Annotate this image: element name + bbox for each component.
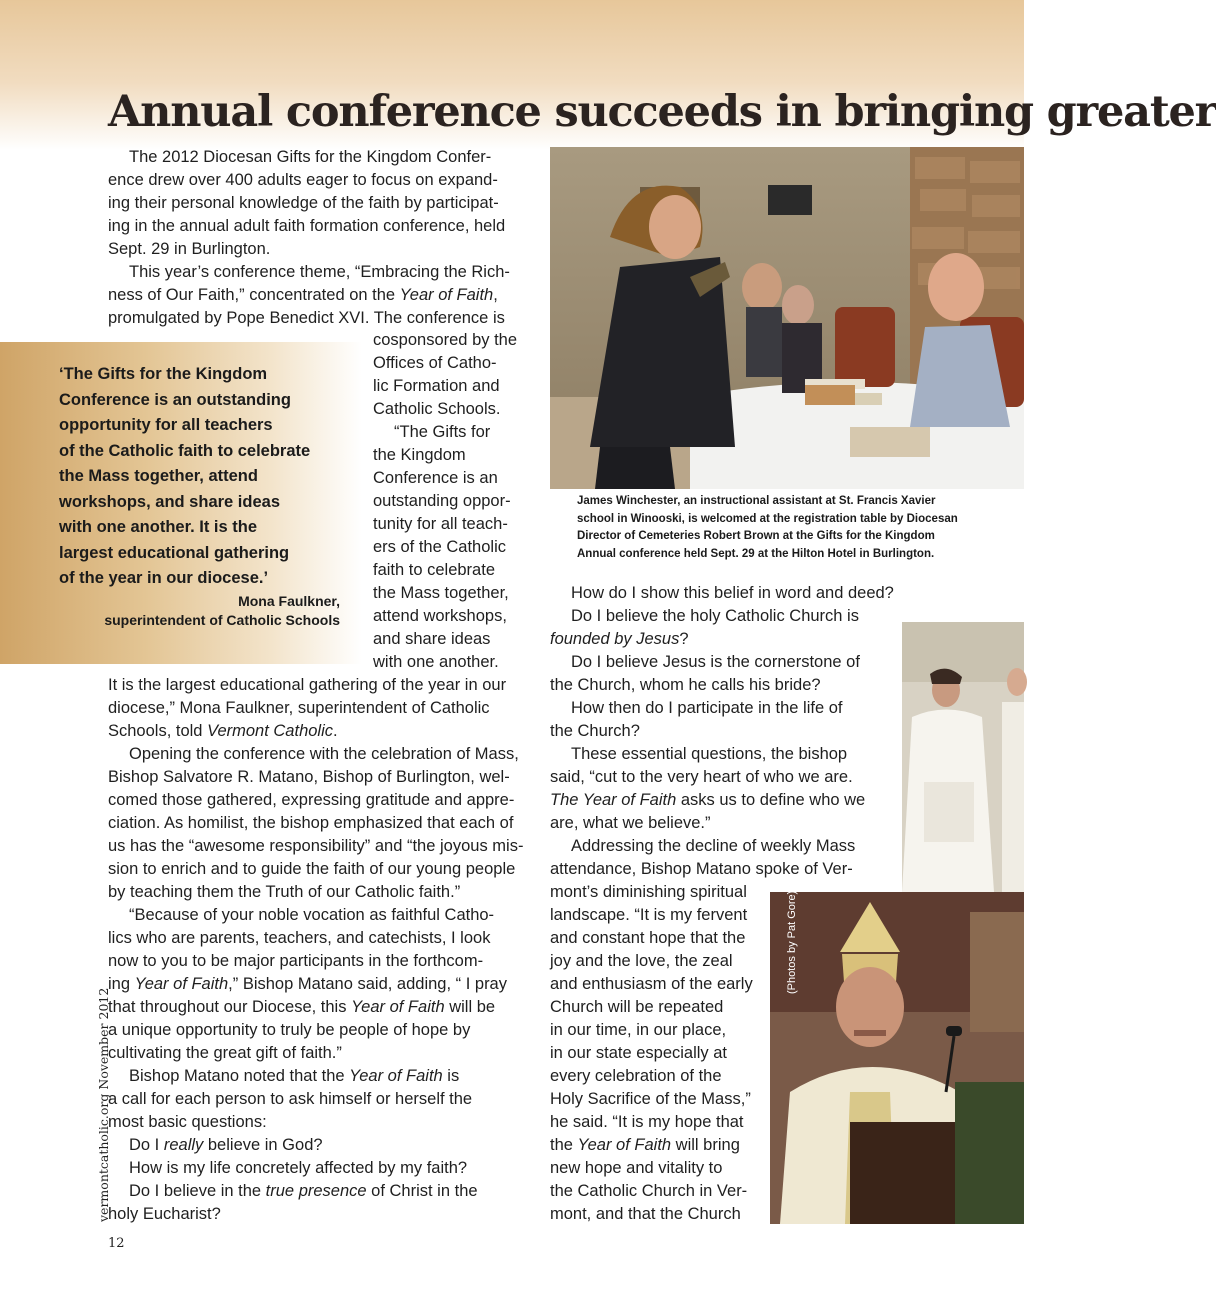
text-line: a unique opportunity to truly be people of hope by [108,1021,471,1039]
pull-quote-line: of the year in our diocese.’ [59,569,269,587]
text-line: Bishop Salvatore R. Matano, Bishop of Burlington, wel- [108,768,510,786]
text-line: “Because of your noble vocation as faithful Catho- [129,906,495,924]
text-line: Do I really believe in God? [129,1136,323,1154]
text-line: by teaching them the Truth of our Catholic faith.” [108,883,461,901]
text-line: comed those gathered, expressing gratitude and appre- [108,791,515,809]
text-line: and share ideas [373,630,491,648]
pull-quote-line: with one another. It is the [59,518,258,536]
text-line: and constant hope that the [550,929,746,947]
text-line: This year’s conference theme, “Embracing the Rich- [129,263,510,281]
text-line: joy and the love, the zeal [550,952,733,970]
text-line: Bishop Matano noted that the Year of Faith is [129,1067,460,1085]
photo-caption-line: school in Winooski, is welcomed at the registration table by Diocesan [577,512,958,525]
text-line: cultivating the great gift of faith.” [108,1044,342,1062]
text-line: with one another. [373,653,499,671]
text-line: us has the “awesome responsibility” and “the joyous mis- [108,837,524,855]
bishop-photo [770,892,1024,1224]
text-line: Opening the conference with the celebration of Mass, [129,745,519,763]
text-line: tunity for all teach- [373,515,508,533]
text-line: Schools, told Vermont Catholic. [108,722,338,740]
text-line: Church will be repeated [550,998,724,1016]
text-line: promulgated by Pope Benedict XVI. The conference is [108,309,505,327]
text-line: These essential questions, the bishop [571,745,848,763]
text-line: outstanding oppor- [373,492,511,510]
clergy-procession-photo [902,622,1024,892]
pull-quote-line: the Mass together, attend [59,467,258,485]
registration-table-photo [550,147,1024,489]
pull-quote-line: workshops, and share ideas [59,492,280,511]
text-line: are, what we believe.” [550,814,711,832]
pull-quote-line: ‘The Gifts for the Kingdom [59,365,268,383]
text-line: holy Eucharist? [108,1205,221,1223]
text-line: diocese,” Mona Faulkner, superintendent of Catholic [108,699,490,717]
text-line: Sept. 29 in Burlington. [108,240,271,258]
text-line: the Year of Faith will bring [550,1136,740,1154]
text-line: mont, and that the Church [550,1205,741,1223]
text-line: sion to enrich and to guide the faith of our young people [108,860,516,878]
photo-caption-line: Annual conference held Sept. 29 at the Hilton Hotel in Burlington. [577,547,935,560]
pull-quote-line: of the Catholic faith to celebrate [59,441,311,460]
text-line: The Year of Faith asks us to define who we [550,791,866,809]
text-line: Addressing the decline of weekly Mass [571,837,856,855]
text-line: founded by Jesus? [550,630,689,648]
photo-credit: (Photos by Pat Gore) [786,890,798,994]
text-line: landscape. “It is my fervent [550,906,748,924]
text-line: every celebration of the [550,1067,722,1085]
pull-quote-line: opportunity for all teachers [59,416,273,434]
text-line: the Kingdom [373,446,466,464]
text-line: now to you to be major participants in the forthcom- [108,952,484,970]
text-line: How do I show this belief in word and deed? [571,584,894,602]
vertical-footer: vermontcatholic.org November 2012 [96,987,111,1222]
text-line: the Church, whom he calls his bride? [550,676,821,694]
text-line: attendance, Bishop Matano spoke of Ver- [550,860,853,878]
text-line: ing in the annual adult faith formation conference, held [108,217,506,235]
text-line: in our state especially at [550,1044,728,1062]
text-line: a call for each person to ask himself or herself the [108,1090,473,1108]
text-line: and enthusiasm of the early [550,975,753,993]
pull-quote-line: largest educational gathering [59,543,290,562]
text-line: that throughout our Diocese, this Year of Faith will be [108,998,496,1016]
text-line: said, “cut to the very heart of who we are. [550,768,853,786]
text-line: Do I believe in the true presence of Christ in the [129,1182,478,1200]
text-line: mont’s diminishing spiritual [550,883,747,901]
text-line: Catholic Schools. [373,400,501,418]
text-line: ers of the Catholic [373,538,506,556]
text-line: new hope and vitality to [550,1159,723,1177]
pull-quote-attribution-title: superintendent of Catholic Schools [104,612,340,628]
text-line: most basic questions: [108,1113,267,1131]
text-line: the Mass together, [373,584,509,602]
text-line: he said. “It is my hope that [550,1113,744,1131]
text-line: the Church? [550,722,640,740]
text-line: “The Gifts for [394,423,491,441]
text-line: in our time, in our place, [550,1021,727,1039]
text-line: It is the largest educational gathering of the year in our [108,676,507,694]
text-line: ing Year of Faith,” Bishop Matano said, adding, “ I pray [108,975,507,993]
text-line: the Catholic Church in Ver- [550,1182,748,1200]
page-number: 12 [108,1236,125,1251]
pull-quote-attribution-name: Mona Faulkner, [238,593,340,609]
photo-caption-line: James Winchester, an instructional assistant at St. Francis Xavier [577,495,936,507]
text-line: Offices of Catho- [373,354,497,372]
text-line: ciation. As homilist, the bishop emphasized that each of [108,814,514,832]
text-line: Do I believe Jesus is the cornerstone of [571,653,860,671]
text-line: How is my life concretely affected by my faith? [129,1159,468,1177]
text-line: ence drew over 400 adults eager to focus on expand- [108,171,498,189]
text-line: Holy Sacrifice of the Mass,” [550,1090,751,1108]
text-line: Do I believe the holy Catholic Church is [571,607,859,625]
text-line: cosponsored by the [373,331,518,349]
headline: Annual conference succeeds in bringing greater [108,87,1216,137]
text-line: ing their personal knowledge of the faith by participat- [108,194,499,212]
text-line: The 2012 Diocesan Gifts for the Kingdom Confer- [129,148,492,166]
text-line: lic Formation and [373,377,500,395]
text-line: faith to celebrate [373,561,495,579]
text-line: attend workshops, [373,607,507,625]
photo-caption-line: Director of Cemeteries Robert Brown at the Gifts for the Kingdom [577,530,935,542]
text-line: ness of Our Faith,” concentrated on the Year of Faith, [108,286,498,304]
pull-quote-line: Conference is an outstanding [59,390,291,409]
text-line: How then do I participate in the life of [571,699,843,717]
text-line: lics who are parents, teachers, and catechists, I look [108,929,491,947]
text-line: Conference is an [373,469,498,487]
